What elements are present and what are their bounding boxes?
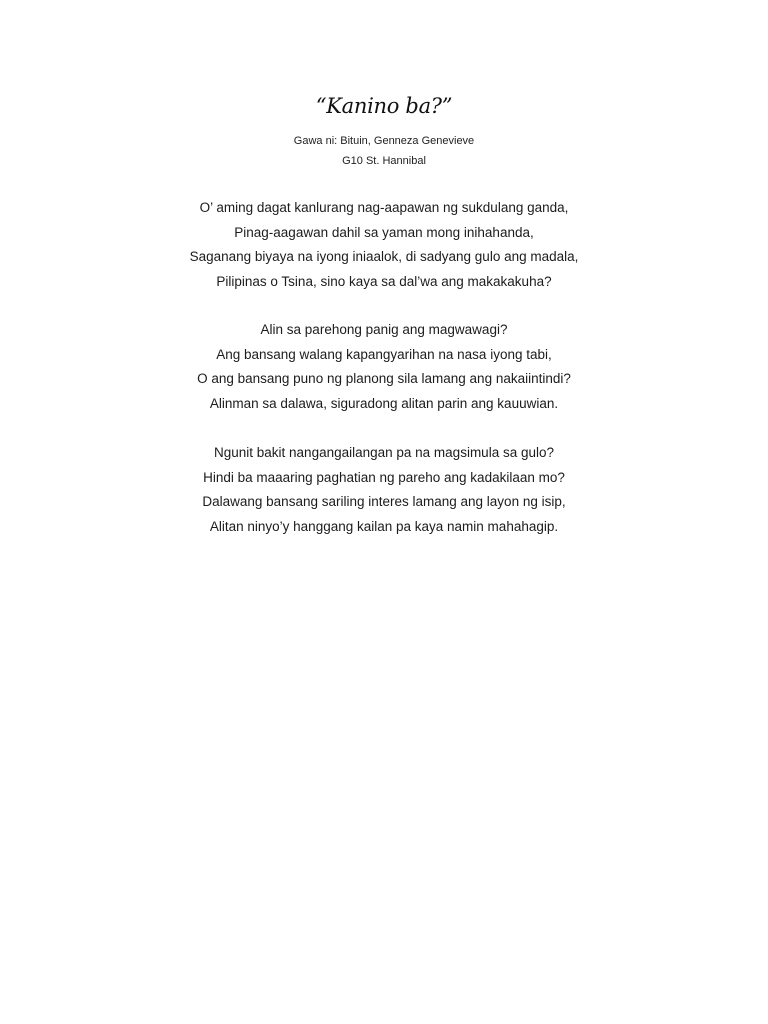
verse-line: Ang bansang walang kapangyarihan na nasa iyong tabi, [216, 346, 552, 362]
author-line: Gawa ni: Bituin, Genneza Genevieve [293, 135, 475, 147]
verse-line: Alinman sa dalawa, siguradong alitan parin ang kauuwian. [209, 395, 559, 411]
verse-line: Alin sa parehong panig ang magwawagi? [260, 322, 508, 337]
verse-line: Pinag-aagawan dahil sa yaman mong inihahanda, [234, 224, 534, 240]
verse-line: Pilipinas o Tsina, sino kaya sa dal’wa ang makakakuha? [216, 273, 552, 289]
verse-line: Ngunit bakit nangangailangan pa na magsimula sa gulo? [214, 445, 554, 460]
verse-line: O ang bansang puno ng planong sila lamang ang nakaiintindi? [197, 371, 571, 386]
class-section-line: G10 St. Hannibal [342, 155, 426, 167]
stanza-2 [0, 320, 768, 418]
stanza-1 [0, 198, 768, 296]
verse-line: Alitan ninyo’y hanggang kailan pa kaya namin mahahagip. [209, 518, 559, 534]
verse-line: Hindi ba maaaring paghatian ng pareho ang kadakilaan mo? [203, 469, 565, 485]
verse-line: Saganang biyaya na iyong iniaalok, di sadyang gulo ang madala, [189, 249, 579, 264]
stanza-3 [0, 443, 768, 541]
verse-line: O’ aming dagat kanlurang nag-aapawan ng sukdulang ganda, [199, 200, 569, 215]
verse-line: Dalawang bansang sariling interes lamang ang layon ng isip, [202, 494, 566, 509]
poem-title: “Kanino ba?” [315, 94, 453, 118]
